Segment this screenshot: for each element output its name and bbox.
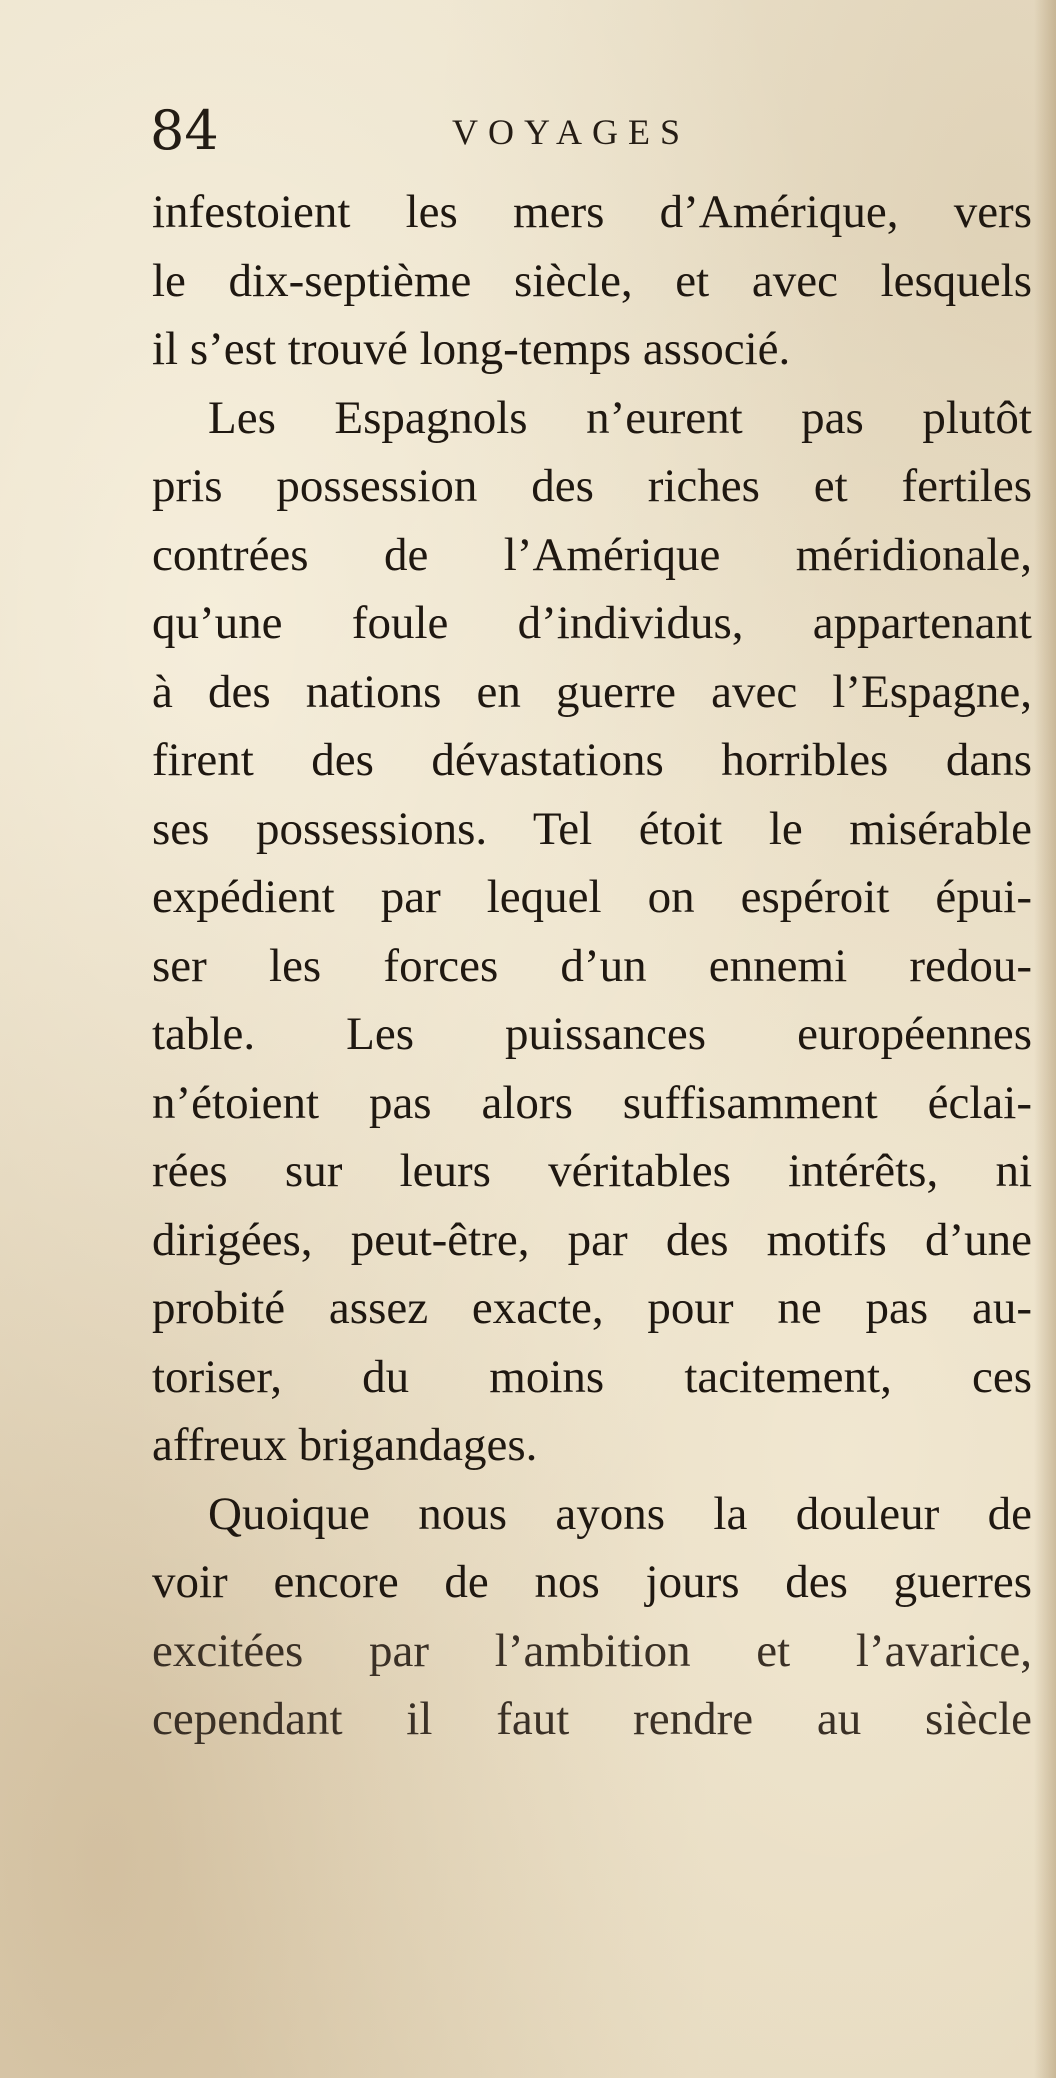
text-line: probité assez exacte, pour ne pas au- — [152, 1282, 1032, 1334]
running-head: VOYAGES — [452, 112, 691, 152]
text-line: le dix-septième siècle, et avec lesquels — [152, 254, 1032, 307]
text-line: affreux brigandages. — [152, 1419, 538, 1471]
text-line: Quoique nous ayons la douleur de — [208, 1487, 1032, 1540]
text-line: qu’une foule d’individus, appartenant — [152, 597, 1032, 649]
text-line: il s’est trouvé long-temps associé. — [152, 323, 791, 375]
text-line: rées sur leurs véritables intérêts, ni — [152, 1145, 1032, 1197]
text-line: Les Espagnols n’eurent pas plutôt — [208, 391, 1032, 444]
text-line: contrées de l’Amérique méridionale, — [152, 528, 1032, 581]
body-text — [152, 178, 1032, 1754]
page-number: 84 — [150, 99, 219, 162]
page-edge-shadow — [1034, 0, 1056, 2078]
text-line: cependant il faut rendre au siècle — [152, 1693, 1032, 1745]
text-line: dirigées, peut-être, par des motifs d’une — [152, 1213, 1032, 1266]
text-line: pris possession des riches et fertiles — [152, 460, 1032, 512]
page-header — [150, 96, 1030, 166]
text-line: table. Les puissances européennes — [152, 1008, 1032, 1060]
text-line: voir encore de nos jours des guerres — [152, 1556, 1032, 1608]
text-line: ses possessions. Tel étoit le misérable — [152, 802, 1032, 855]
text-line: firent des dévastations horribles dans — [152, 734, 1032, 786]
text-line: à des nations en guerre avec l’Espagne, — [152, 665, 1032, 718]
text-line: infestoient les mers d’Amérique, vers — [152, 186, 1032, 238]
text-line: toriser, du moins tacitement, ces — [152, 1350, 1032, 1403]
text-line: n’étoient pas alors suffisamment éclai- — [152, 1076, 1032, 1129]
text-line: ser les forces d’un ennemi redou- — [152, 939, 1032, 992]
text-line: excitées par l’ambition et l’avarice, — [152, 1624, 1032, 1677]
text-line: expédient par lequel on espéroit épui- — [152, 871, 1032, 923]
